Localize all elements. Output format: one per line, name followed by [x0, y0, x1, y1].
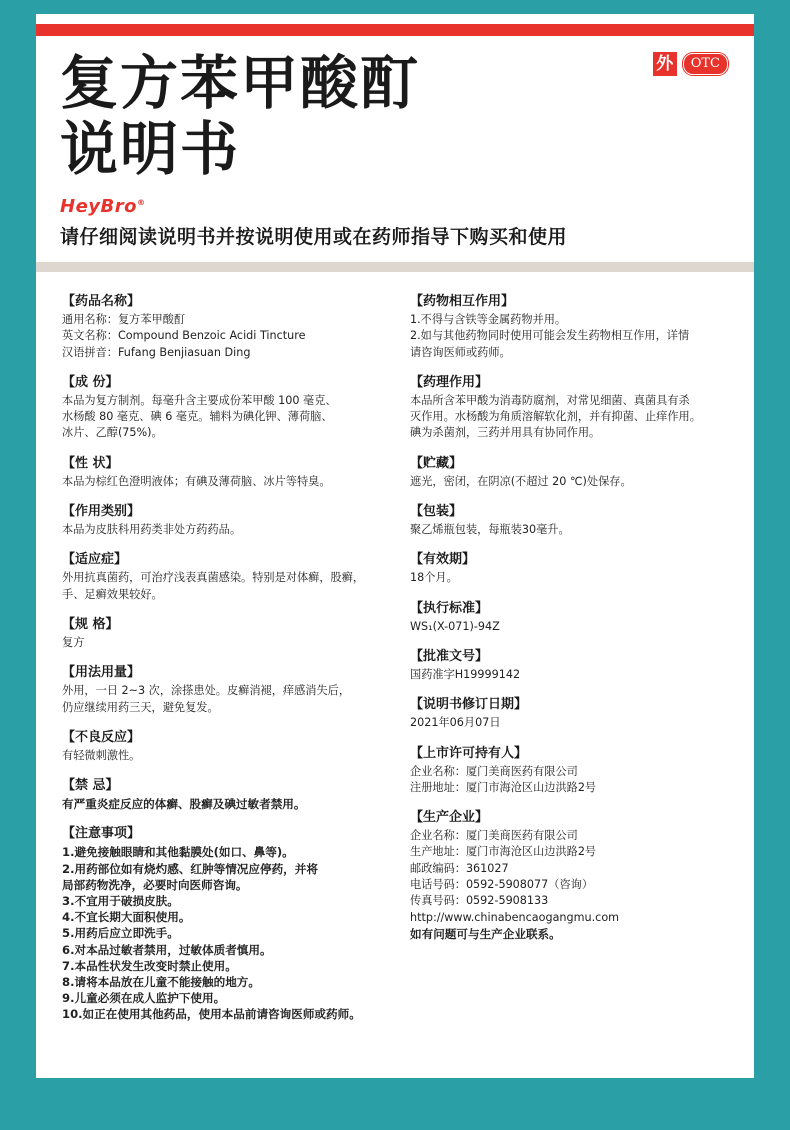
section-line: 2.用药部位如有烧灼感、红肿等情况应停药，并将	[62, 861, 318, 876]
section-line: 企业名称：厦门美商医药有限公司	[410, 764, 578, 778]
section-line: 18个月。	[410, 571, 458, 585]
section-title: 【不良反应】	[62, 729, 141, 745]
section-title: 【禁 忌】	[62, 778, 119, 794]
section-line: 外用，一日 2~3 次，涂搽患处。皮癣消褪，痒感消失后，	[62, 684, 351, 698]
section-line: 有严重炎症反应的体癣、股癣及碘过敏者禁用。	[62, 797, 306, 812]
section-title: 【规 格】	[62, 616, 119, 632]
section	[410, 601, 740, 635]
section-title: 【适应症】	[62, 552, 128, 568]
section-line: 国药准字H19999142	[410, 667, 521, 681]
section	[410, 746, 740, 797]
section-line: http://www.chinabencaogangmu.com	[410, 910, 620, 924]
section-title: 【注意事项】	[62, 826, 141, 842]
section	[410, 504, 740, 538]
section	[62, 730, 402, 764]
section	[62, 294, 402, 361]
section-line: 有轻微刺激性。	[62, 748, 141, 762]
section-line: 仍应继续用药三天，避免复发。	[62, 700, 219, 714]
section	[410, 294, 740, 361]
section-title: 【批准文号】	[410, 648, 489, 664]
section-title: 【说明书修订日期】	[410, 697, 528, 713]
section-line: 2021年06月07日	[410, 716, 501, 730]
section	[410, 810, 740, 942]
section-line: 碘为杀菌剂，三药并用具有协同作用。	[410, 426, 601, 440]
section	[62, 826, 402, 1022]
section	[410, 375, 740, 442]
section-title: 【上市许可持有人】	[410, 745, 528, 761]
otc-badge: OTC	[683, 53, 728, 75]
section-line: 英文名称：Compound Benzoic Acidi Tincture	[62, 329, 306, 343]
section-line: 通用名称：复方苯甲酸酊	[62, 313, 186, 326]
section-line: 复方	[62, 635, 85, 649]
left-column	[62, 294, 402, 1037]
section-line: 2.如与其他药物同时使用可能会发生药物相互作用，详情	[410, 329, 690, 343]
title-line-1: 复方苯甲酸酊	[60, 49, 421, 117]
section-line: 手、足癣效果较好。	[62, 587, 163, 601]
section-line: 电话号码：0592-5908077（咨询）	[410, 878, 594, 892]
section-line: 冰片、乙醇(75%)。	[62, 426, 163, 440]
section-line: 1.避免接触眼睛和其他黏膜处(如口、鼻等)。	[62, 845, 294, 860]
section-title: 【用法用量】	[62, 665, 141, 681]
section-line: 本品为棕红色澄明液体；有碘及薄荷脑、冰片等特臭。	[62, 474, 331, 488]
section	[410, 552, 740, 586]
tagline: 请仔细阅读说明书并按说明使用或在药师指导下购买和使用	[60, 226, 568, 248]
section-title: 【有效期】	[410, 552, 476, 568]
section-line: 1.不得与含铁等金属药物并用。	[410, 313, 567, 326]
section-title: 【药理作用】	[410, 374, 489, 390]
brand-name: HeyBro	[60, 196, 137, 217]
top-red-bar	[36, 24, 754, 36]
section-line: 本品所含苯甲酸为消毒防腐剂，对常见细菌、真菌具有杀	[410, 393, 690, 407]
section-title: 【性 状】	[62, 455, 119, 471]
contact-note: 如有问题可与生产企业联系。	[410, 926, 561, 941]
section-title: 【成 份】	[62, 374, 119, 390]
section	[410, 649, 740, 683]
section-line: 汉语拼音：Fufang Benjiasuan Ding	[62, 345, 251, 359]
section-line: 3.不宜用于破损皮肤。	[62, 893, 179, 908]
section-line: 请咨询医师或药师。	[410, 345, 511, 359]
brand-logo	[60, 196, 145, 217]
right-column	[410, 294, 740, 956]
section-line: 传真号码：0592-5908133	[410, 894, 549, 908]
section-line: 8.请将本品放在儿童不能接触的地方。	[62, 974, 260, 989]
section	[62, 778, 402, 812]
section-title: 【执行标准】	[410, 600, 489, 616]
section-title: 【药品名称】	[62, 294, 141, 309]
external-use-badge: 外	[653, 52, 677, 76]
section-line: 本品为皮肤科用药类非处方药药品。	[62, 523, 242, 537]
section	[62, 617, 402, 651]
section-line: WS₁(X-071)-94Z	[410, 619, 500, 633]
section-line: 外用抗真菌药，可治疗浅表真菌感染。特别是对体癣，股癣，	[62, 571, 365, 585]
instruction-sheet	[36, 14, 754, 1078]
section-title: 【药物相互作用】	[410, 294, 515, 309]
section-line: 6.对本品过敏者禁用，过敏体质者慎用。	[62, 942, 272, 957]
section-line: 灭作用。水杨酸为角质溶解软化剂，并有抑菌、止痒作用。	[410, 410, 701, 424]
section	[62, 375, 402, 442]
page-title	[60, 50, 420, 182]
section-line: 7.本品性状发生改变时禁止使用。	[62, 958, 237, 973]
otc-badges	[653, 52, 728, 76]
section-line: 4.不宜长期大面积使用。	[62, 910, 191, 925]
section-line: 生产地址：厦门市海沧区山边洪路2号	[410, 845, 597, 859]
section	[62, 504, 402, 538]
section-line: 水杨酸 80 毫克、碘 6 毫克。辅料为碘化钾、薄荷脑、	[62, 410, 333, 424]
section-line: 本品为复方制剂。每毫升含主要成份苯甲酸 100 毫克、	[62, 393, 337, 407]
section-line: 邮政编码：361027	[410, 861, 509, 875]
section	[62, 456, 402, 490]
section-line: 遮光，密闭，在阴凉(不超过 20 ℃)处保存。	[410, 474, 632, 488]
section-divider	[36, 262, 754, 272]
section-title: 【作用类别】	[62, 504, 141, 520]
section	[410, 456, 740, 490]
registered-mark: ®	[136, 198, 146, 207]
section	[410, 697, 740, 731]
section-line: 5.用药后应立即洗手。	[62, 926, 179, 941]
section-line: 10.如正在使用其他药品，使用本品前请咨询医师或药师。	[62, 1007, 361, 1022]
section	[62, 552, 402, 603]
section-title: 【贮藏】	[410, 455, 463, 471]
section	[62, 665, 402, 716]
section-title: 【生产企业】	[410, 810, 489, 826]
section-line: 注册地址：厦门市海沧区山边洪路2号	[410, 780, 597, 794]
section-line: 聚乙烯瓶包装，每瓶装30毫升。	[410, 523, 570, 537]
section-line: 9.儿童必须在成人监护下使用。	[62, 991, 226, 1006]
section-line: 局部药物洗净，必要时向医师咨询。	[62, 877, 248, 892]
section-line: 企业名称：厦门美商医药有限公司	[410, 829, 578, 843]
section-title: 【包装】	[410, 504, 463, 520]
title-line-2: 说明书	[60, 115, 241, 183]
